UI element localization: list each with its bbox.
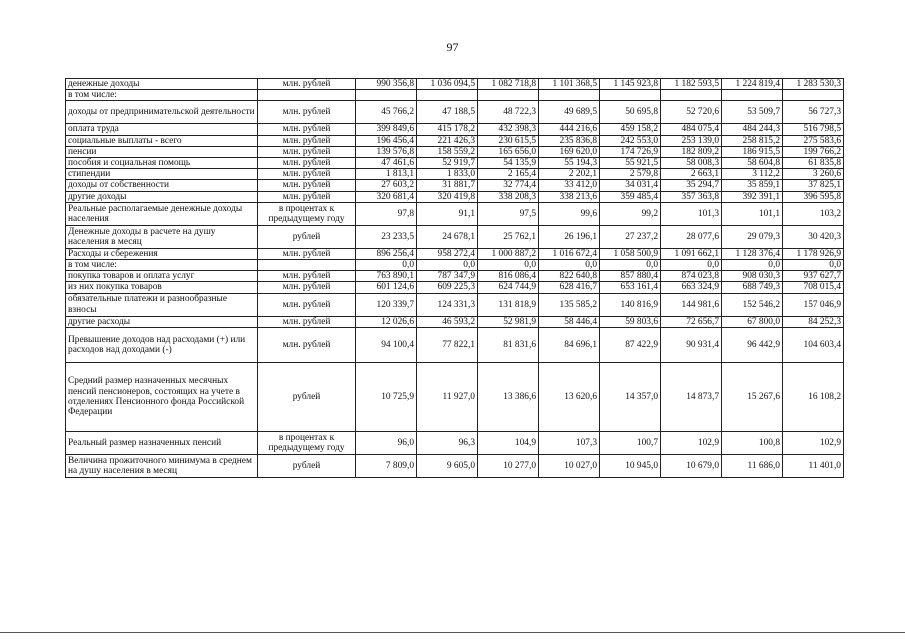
row-label: Денежные доходы в расчете на душу населения в месяц — [66, 225, 258, 248]
value-cell: 10 679,0 — [661, 454, 722, 477]
row-label: Расходы и сбережения — [66, 248, 258, 259]
row-unit: рублей — [258, 362, 356, 431]
value-cell: 1 178 926,9 — [783, 248, 844, 259]
value-cell: 874 023,8 — [661, 271, 722, 282]
value-cell: 87 422,9 — [600, 327, 661, 362]
value-cell: 34 031,4 — [600, 180, 661, 191]
table-row — [66, 316, 844, 327]
value-cell: 30 420,3 — [783, 225, 844, 248]
row-unit: млн. рублей — [258, 146, 356, 157]
value-cell: 33 412,0 — [539, 180, 600, 191]
value-cell: 937 627,7 — [783, 271, 844, 282]
value-cell: 357 363,8 — [661, 191, 722, 202]
value-cell: 2 663,1 — [661, 169, 722, 180]
value-cell: 13 386,6 — [478, 362, 539, 431]
value-cell: 3 112,2 — [722, 169, 783, 180]
value-cell: 101,3 — [661, 202, 722, 225]
value-cell: 104,9 — [478, 431, 539, 454]
value-cell: 609 225,3 — [417, 282, 478, 293]
value-cell: 399 849,6 — [356, 124, 417, 135]
row-label: пособия и социальная помощь — [66, 158, 258, 169]
value-cell: 1 182 593,5 — [661, 79, 722, 90]
value-cell: 11 401,0 — [783, 454, 844, 477]
value-cell: 275 583,6 — [783, 135, 844, 146]
value-cell: 104 603,4 — [783, 327, 844, 362]
value-cell: 81 831,6 — [478, 327, 539, 362]
value-cell: 158 559,2 — [417, 146, 478, 157]
value-cell: 653 161,4 — [600, 282, 661, 293]
row-unit — [258, 90, 356, 101]
table-row — [66, 135, 844, 146]
value-cell: 199 766,2 — [783, 146, 844, 157]
row-unit: млн. рублей — [258, 191, 356, 202]
row-unit: млн. рублей — [258, 271, 356, 282]
value-cell: 857 880,4 — [600, 271, 661, 282]
row-label: обязательные платежи и разнообразные взносы — [66, 293, 258, 316]
value-cell: 242 553,0 — [600, 135, 661, 146]
value-cell: 131 818,9 — [478, 293, 539, 316]
value-cell: 100,7 — [600, 431, 661, 454]
value-cell: 359 485,4 — [600, 191, 661, 202]
value-cell: 0,0 — [539, 260, 600, 271]
value-cell: 1 082 718,8 — [478, 79, 539, 90]
value-cell — [356, 90, 417, 101]
value-cell: 47 461,6 — [356, 158, 417, 169]
value-cell: 47 188,5 — [417, 101, 478, 124]
value-cell: 55 921,5 — [600, 158, 661, 169]
value-cell: 102,9 — [661, 431, 722, 454]
value-cell: 31 881,7 — [417, 180, 478, 191]
table-row — [66, 282, 844, 293]
value-cell: 26 196,1 — [539, 225, 600, 248]
value-cell: 52 720,6 — [661, 101, 722, 124]
value-cell: 28 077,6 — [661, 225, 722, 248]
value-cell: 816 086,4 — [478, 271, 539, 282]
value-cell: 258 815,2 — [722, 135, 783, 146]
value-cell: 96 442,9 — [722, 327, 783, 362]
table-row — [66, 431, 844, 454]
value-cell: 0,0 — [661, 260, 722, 271]
value-cell: 35 294,7 — [661, 180, 722, 191]
value-cell: 392 391,1 — [722, 191, 783, 202]
value-cell: 94 100,4 — [356, 327, 417, 362]
value-cell: 896 256,4 — [356, 248, 417, 259]
value-cell: 124 331,3 — [417, 293, 478, 316]
value-cell: 7 809,0 — [356, 454, 417, 477]
value-cell — [539, 90, 600, 101]
value-cell: 152 546,2 — [722, 293, 783, 316]
row-unit: рублей — [258, 225, 356, 248]
table-row — [66, 90, 844, 101]
value-cell — [722, 90, 783, 101]
row-label: другие доходы — [66, 191, 258, 202]
value-cell: 1 101 368,5 — [539, 79, 600, 90]
value-cell: 61 835,8 — [783, 158, 844, 169]
value-cell: 49 689,5 — [539, 101, 600, 124]
row-label: в том числе: — [66, 90, 258, 101]
value-cell: 1 036 094,5 — [417, 79, 478, 90]
value-cell: 59 803,6 — [600, 316, 661, 327]
table-row — [66, 454, 844, 477]
value-cell — [600, 90, 661, 101]
value-cell: 67 800,0 — [722, 316, 783, 327]
value-cell: 140 816,9 — [600, 293, 661, 316]
value-cell: 787 347,9 — [417, 271, 478, 282]
row-label: стипендии — [66, 169, 258, 180]
table-row — [66, 362, 844, 431]
row-unit: млн. рублей — [258, 180, 356, 191]
value-cell: 23 233,5 — [356, 225, 417, 248]
value-cell: 84 252,3 — [783, 316, 844, 327]
table-row — [66, 79, 844, 90]
value-cell: 100,8 — [722, 431, 783, 454]
value-cell: 165 656,0 — [478, 146, 539, 157]
value-cell: 52 919,7 — [417, 158, 478, 169]
value-cell: 624 744,9 — [478, 282, 539, 293]
row-unit: млн. рублей — [258, 293, 356, 316]
row-unit: в процентах к предыдущему году — [258, 202, 356, 225]
value-cell: 45 766,2 — [356, 101, 417, 124]
row-label: другие расходы — [66, 316, 258, 327]
value-cell: 484 075,4 — [661, 124, 722, 135]
value-cell: 55 194,3 — [539, 158, 600, 169]
row-unit — [258, 260, 356, 271]
row-label: доходы от собственности — [66, 180, 258, 191]
row-unit: млн. рублей — [258, 316, 356, 327]
value-cell: 72 656,7 — [661, 316, 722, 327]
value-cell: 0,0 — [783, 260, 844, 271]
value-cell: 2 202,1 — [539, 169, 600, 180]
value-cell: 24 678,1 — [417, 225, 478, 248]
value-cell: 2 579,8 — [600, 169, 661, 180]
value-cell: 135 585,2 — [539, 293, 600, 316]
value-cell: 12 026,6 — [356, 316, 417, 327]
value-cell: 516 798,5 — [783, 124, 844, 135]
value-cell: 54 135,9 — [478, 158, 539, 169]
table-row — [66, 225, 844, 248]
value-cell: 708 015,4 — [783, 282, 844, 293]
value-cell: 1 058 500,9 — [600, 248, 661, 259]
row-label: оплата труда — [66, 124, 258, 135]
row-label: пенсии — [66, 146, 258, 157]
value-cell: 35 859,1 — [722, 180, 783, 191]
value-cell: 186 915,5 — [722, 146, 783, 157]
page-number: 97 — [446, 40, 459, 54]
row-unit: млн. рублей — [258, 248, 356, 259]
value-cell: 320 419,8 — [417, 191, 478, 202]
value-cell: 182 809,2 — [661, 146, 722, 157]
row-label: Реальный размер назначенных пенсий — [66, 431, 258, 454]
value-cell: 196 456,4 — [356, 135, 417, 146]
row-label: покупка товаров и оплата услуг — [66, 271, 258, 282]
value-cell: 10 945,0 — [600, 454, 661, 477]
value-cell — [661, 90, 722, 101]
value-cell: 58 008,3 — [661, 158, 722, 169]
value-cell: 338 208,3 — [478, 191, 539, 202]
value-cell: 2 165,4 — [478, 169, 539, 180]
value-cell: 9 605,0 — [417, 454, 478, 477]
table-row — [66, 180, 844, 191]
value-cell: 432 398,3 — [478, 124, 539, 135]
value-cell: 77 822,1 — [417, 327, 478, 362]
value-cell: 958 272,4 — [417, 248, 478, 259]
table-row — [66, 146, 844, 157]
table-row — [66, 327, 844, 362]
value-cell: 444 216,6 — [539, 124, 600, 135]
value-cell: 1 833,0 — [417, 169, 478, 180]
income-expenditure-table — [65, 78, 844, 478]
row-unit: млн. рублей — [258, 327, 356, 362]
value-cell: 58 446,4 — [539, 316, 600, 327]
row-label: Превышение доходов над расходами (+) или расходов над доходами (-) — [66, 327, 258, 362]
value-cell: 10 027,0 — [539, 454, 600, 477]
value-cell: 601 124,6 — [356, 282, 417, 293]
table-row — [66, 191, 844, 202]
value-cell: 32 774,4 — [478, 180, 539, 191]
value-cell: 99,2 — [600, 202, 661, 225]
table-row — [66, 158, 844, 169]
value-cell: 50 695,8 — [600, 101, 661, 124]
row-label: денежные доходы — [66, 79, 258, 90]
value-cell: 174 726,9 — [600, 146, 661, 157]
value-cell: 688 749,3 — [722, 282, 783, 293]
value-cell: 0,0 — [722, 260, 783, 271]
value-cell: 484 244,3 — [722, 124, 783, 135]
row-unit: млн. рублей — [258, 124, 356, 135]
value-cell: 15 267,6 — [722, 362, 783, 431]
value-cell: 663 324,9 — [661, 282, 722, 293]
row-unit: млн. рублей — [258, 158, 356, 169]
value-cell: 139 576,8 — [356, 146, 417, 157]
row-unit: млн. рублей — [258, 282, 356, 293]
value-cell: 96,3 — [417, 431, 478, 454]
value-cell: 157 046,9 — [783, 293, 844, 316]
row-unit: рублей — [258, 454, 356, 477]
value-cell: 1 128 376,4 — [722, 248, 783, 259]
value-cell: 120 339,7 — [356, 293, 417, 316]
value-cell: 11 927,0 — [417, 362, 478, 431]
row-label: доходы от предпринимательской деятельности — [66, 101, 258, 124]
table-row — [66, 271, 844, 282]
table-row — [66, 248, 844, 259]
value-cell — [417, 90, 478, 101]
value-cell: 90 931,4 — [661, 327, 722, 362]
value-cell: 11 686,0 — [722, 454, 783, 477]
value-cell: 338 213,6 — [539, 191, 600, 202]
value-cell: 53 509,7 — [722, 101, 783, 124]
value-cell: 144 981,6 — [661, 293, 722, 316]
row-label: из них покупка товаров — [66, 282, 258, 293]
value-cell: 25 762,1 — [478, 225, 539, 248]
row-unit: млн. рублей — [258, 79, 356, 90]
value-cell: 320 681,4 — [356, 191, 417, 202]
value-cell: 0,0 — [356, 260, 417, 271]
table-row — [66, 293, 844, 316]
value-cell: 27 603,2 — [356, 180, 417, 191]
value-cell: 235 836,8 — [539, 135, 600, 146]
value-cell: 37 825,1 — [783, 180, 844, 191]
table-row — [66, 202, 844, 225]
value-cell: 1 145 923,8 — [600, 79, 661, 90]
value-cell: 97,5 — [478, 202, 539, 225]
value-cell: 221 426,3 — [417, 135, 478, 146]
value-cell: 56 727,3 — [783, 101, 844, 124]
row-unit: млн. рублей — [258, 135, 356, 146]
value-cell: 628 416,7 — [539, 282, 600, 293]
row-unit: в процентах к предыдущему году — [258, 431, 356, 454]
value-cell: 1 016 672,4 — [539, 248, 600, 259]
value-cell: 415 178,2 — [417, 124, 478, 135]
row-label: Величина прожиточного минимума в среднем на душу населения в месяц — [66, 454, 258, 477]
table-row — [66, 260, 844, 271]
value-cell: 1 000 887,2 — [478, 248, 539, 259]
value-cell: 16 108,2 — [783, 362, 844, 431]
value-cell: 96,0 — [356, 431, 417, 454]
value-cell: 103,2 — [783, 202, 844, 225]
row-unit: млн. рублей — [258, 101, 356, 124]
value-cell: 102,9 — [783, 431, 844, 454]
value-cell: 52 981,9 — [478, 316, 539, 327]
table-row — [66, 169, 844, 180]
row-label: в том числе: — [66, 260, 258, 271]
value-cell: 84 696,1 — [539, 327, 600, 362]
value-cell: 13 620,6 — [539, 362, 600, 431]
value-cell: 0,0 — [478, 260, 539, 271]
value-cell: 908 030,3 — [722, 271, 783, 282]
value-cell: 1 813,1 — [356, 169, 417, 180]
value-cell: 101,1 — [722, 202, 783, 225]
value-cell: 27 237,2 — [600, 225, 661, 248]
table-row — [66, 101, 844, 124]
value-cell: 14 873,7 — [661, 362, 722, 431]
value-cell: 46 593,2 — [417, 316, 478, 327]
bottom-rule — [0, 632, 905, 633]
value-cell: 97,8 — [356, 202, 417, 225]
value-cell — [783, 90, 844, 101]
value-cell: 0,0 — [600, 260, 661, 271]
value-cell: 48 722,3 — [478, 101, 539, 124]
value-cell: 1 224 819,4 — [722, 79, 783, 90]
value-cell: 10 725,9 — [356, 362, 417, 431]
value-cell: 107,3 — [539, 431, 600, 454]
value-cell: 0,0 — [417, 260, 478, 271]
value-cell: 29 079,3 — [722, 225, 783, 248]
value-cell: 253 139,0 — [661, 135, 722, 146]
value-cell: 3 260,6 — [783, 169, 844, 180]
row-label: Реальные располагаемые денежные доходы населения — [66, 202, 258, 225]
row-unit: млн. рублей — [258, 169, 356, 180]
value-cell: 396 595,8 — [783, 191, 844, 202]
value-cell: 990 356,8 — [356, 79, 417, 90]
table-row — [66, 124, 844, 135]
row-label: социальные выплаты - всего — [66, 135, 258, 146]
value-cell: 99,6 — [539, 202, 600, 225]
value-cell: 230 615,5 — [478, 135, 539, 146]
value-cell: 58 604,8 — [722, 158, 783, 169]
value-cell: 822 640,8 — [539, 271, 600, 282]
value-cell: 1 091 662,1 — [661, 248, 722, 259]
value-cell: 10 277,0 — [478, 454, 539, 477]
value-cell: 169 620,0 — [539, 146, 600, 157]
row-label: Средний размер назначенных месячных пенсий пенсионеров, состоящих на учете в отделениях Пенсионного фонда Российской Федерации — [66, 362, 258, 431]
value-cell — [478, 90, 539, 101]
value-cell: 91,1 — [417, 202, 478, 225]
value-cell: 1 283 530,3 — [783, 79, 844, 90]
value-cell: 14 357,0 — [600, 362, 661, 431]
value-cell: 459 158,2 — [600, 124, 661, 135]
value-cell: 763 890,1 — [356, 271, 417, 282]
